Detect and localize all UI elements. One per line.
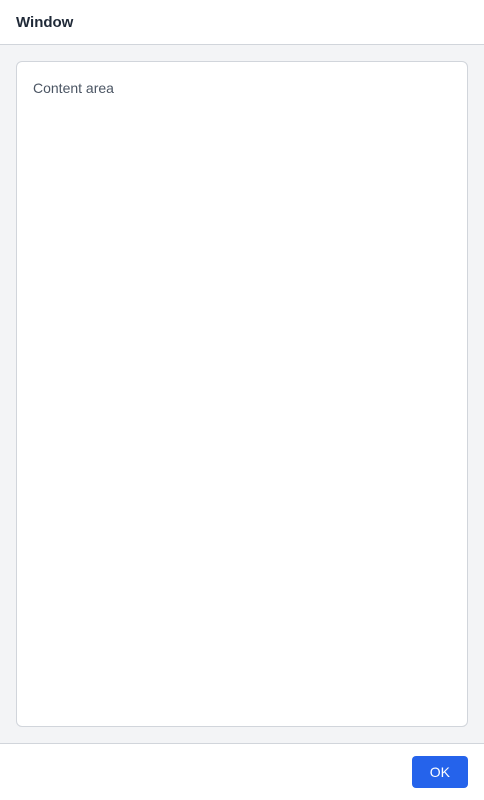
title-bar (0, 0, 484, 45)
footer-bar (0, 743, 484, 800)
content-panel (16, 61, 468, 727)
window-title: Window (16, 13, 74, 31)
primary-action-button[interactable]: OK (412, 756, 468, 788)
body-text: Content area (33, 80, 114, 96)
